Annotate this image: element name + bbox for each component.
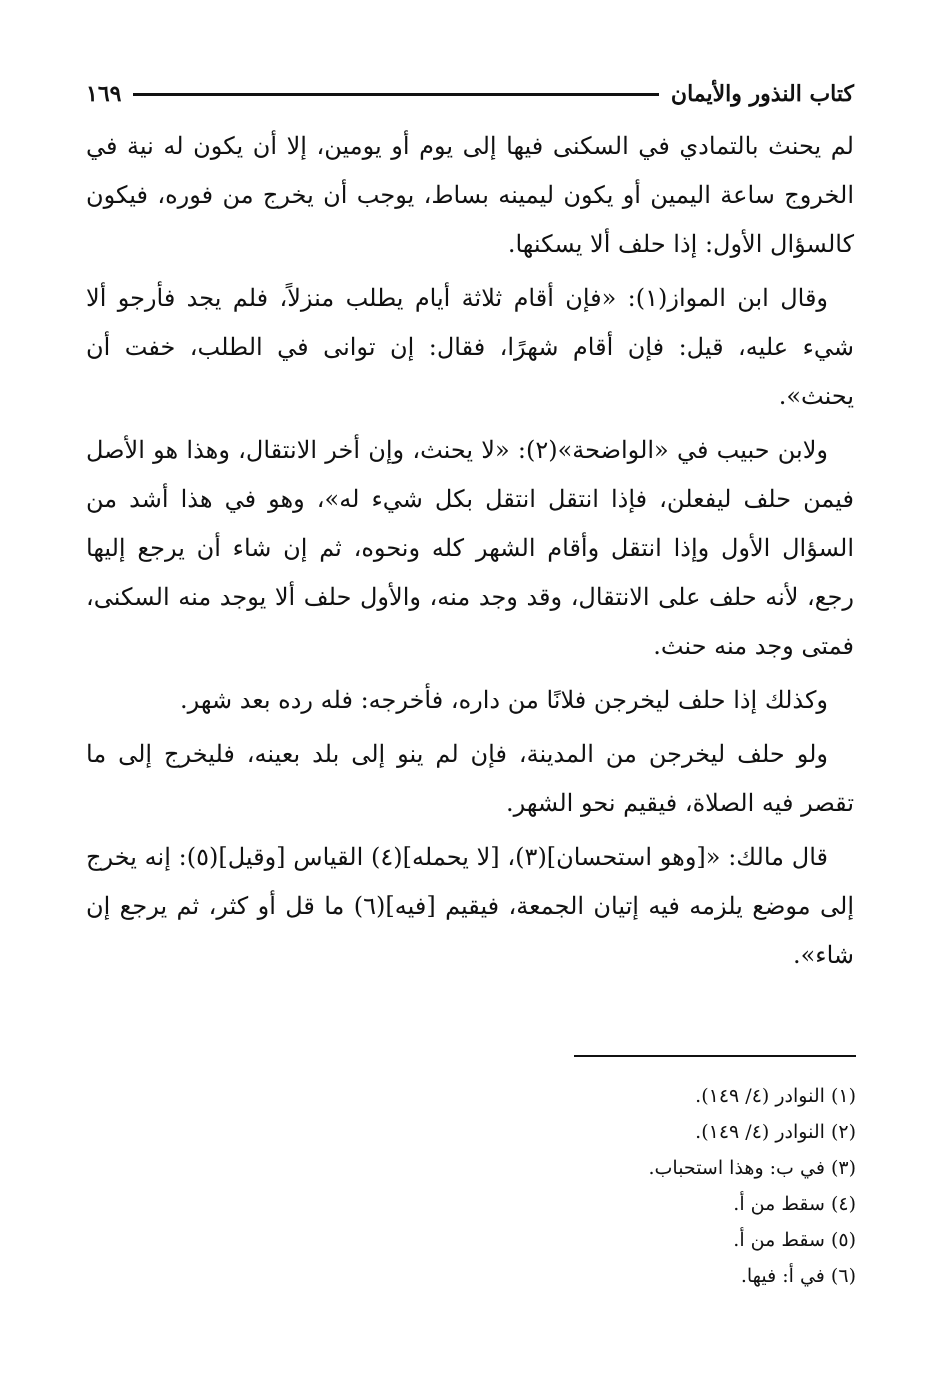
paragraph: وقال ابن المواز(١): «فإن أقام ثلاثة أيام يطلب منزلاً، فلم يجد فأرجو ألا شيء عليه، قيل: فإن أقام شهرًا، فقال: إن توانى في الطلب، خفت أن يحنث». xyxy=(86,284,854,410)
running-title: كتاب النذور والأيمان xyxy=(670,81,854,107)
paragraph: ولابن حبيب في «الواضحة»(٢): «لا يحنث، وإن أخر الانتقال، وهذا هو الأصل فيمن حلف ليفعلن، فإذا انتقل انتقل بكل شيء له»، وهو في هذا أشد من السؤال الأول وإذا انتقل وأقام الشهر كله ونحوه، ثم إن شاء أن يرجع إليها رجع، لأنه حلف على الانتقال، وقد وجد منه، والأول حلف ألا يوجد منه السكنى، فمتى وجد منه حنث. xyxy=(86,436,854,660)
footnotes xyxy=(300,1078,856,1294)
footnote: (١) النوادر (٤/ ١٤٩). xyxy=(695,1085,856,1107)
paragraph: قال مالك: «[وهو استحسان](٣)، [لا يحمله](٤) القياس [وقيل](٥): إنه يخرج إلى موضع يلزمه فيه إتيان الجمعة، فيقيم [فيه](٦) ما قل أو كثر، ثم يرجع إن شاء». xyxy=(86,843,854,969)
main-text xyxy=(86,122,854,985)
footnote: (٣) في ب: وهذا استحباب. xyxy=(648,1157,856,1179)
footnote: (٦) في أ: فيها. xyxy=(740,1265,856,1287)
paragraph: ولو حلف ليخرجن من المدينة، فإن لم ينو إلى بلد بعينه، فليخرج إلى ما تقصر فيه الصلاة، فيقيم نحو الشهر. xyxy=(86,740,854,817)
page-number: ١٦٩ xyxy=(86,81,122,107)
footnote: (٥) سقط من أ. xyxy=(733,1229,856,1251)
header-rule xyxy=(133,93,658,96)
paragraph: وكذلك إذا حلف ليخرجن فلانًا من داره، فأخرجه: فله رده بعد شهر. xyxy=(180,686,828,714)
paragraph: لم يحنث بالتمادي في السكنى فيها إلى يوم أو يومين، إلا أن يكون له نية في الخروج ساعة اليمين أو يكون ليمينه بساط، يوجب أن يخرج من فوره، فيكون كالسؤال الأول: إذا حلف ألا يسكنها. xyxy=(86,132,854,258)
footnote-separator xyxy=(574,1055,856,1057)
running-header xyxy=(86,74,854,114)
footnote: (٤) سقط من أ. xyxy=(733,1193,856,1215)
footnote: (٢) النوادر (٤/ ١٤٩). xyxy=(695,1121,856,1143)
